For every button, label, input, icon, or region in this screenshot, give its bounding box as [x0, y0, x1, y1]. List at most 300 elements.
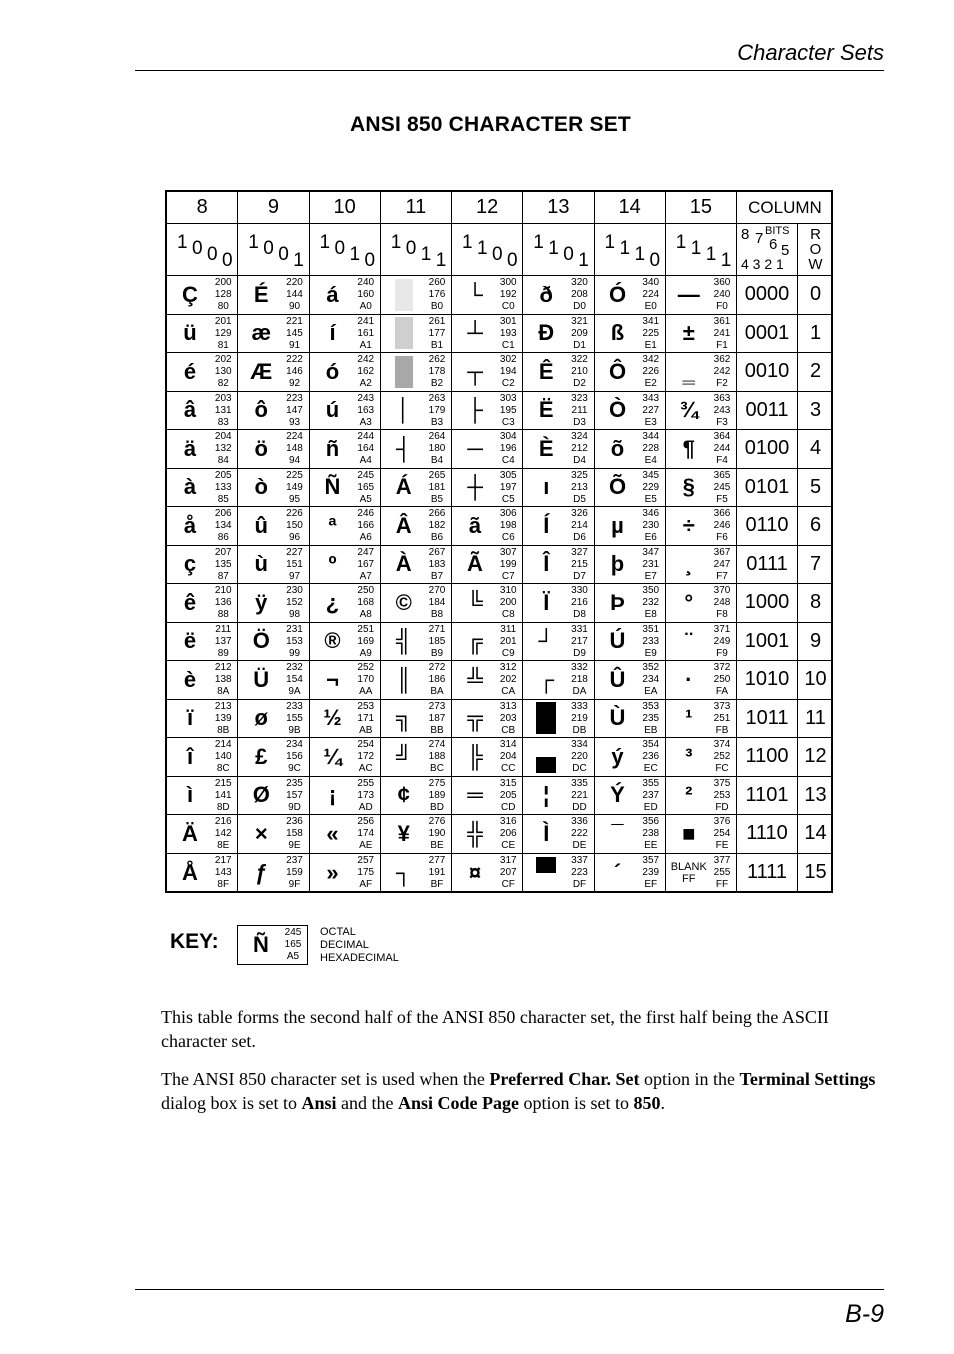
char-glyph: á	[326, 281, 339, 307]
char-codes	[425, 547, 449, 583]
char-codes	[639, 431, 663, 467]
char-cell	[452, 507, 523, 546]
decimal-code: 252	[713, 751, 731, 762]
p2-terminal-settings: Terminal Settings	[739, 1069, 876, 1089]
decimal-code: 221	[571, 789, 588, 801]
decimal-code: 156	[286, 751, 303, 762]
char-codes	[496, 778, 520, 814]
char-glyph	[381, 276, 427, 314]
char-glyph: ï	[186, 705, 194, 731]
char-codes	[568, 739, 592, 775]
char-glyph: Ä	[182, 820, 198, 846]
bit-digit: 0	[507, 250, 518, 271]
character-set-table	[165, 190, 833, 893]
char-codes	[639, 316, 663, 352]
decimal-code: 146	[286, 366, 303, 377]
row-number: 5	[798, 469, 833, 508]
char-glyph: ¿	[325, 589, 340, 615]
decimal-code: 207	[499, 866, 517, 878]
hex-code: BE	[430, 840, 444, 851]
char-glyph: ´	[613, 859, 622, 885]
bit-digit: 0	[405, 238, 417, 259]
row-number: 4	[798, 430, 833, 469]
hex-code: 9F	[288, 878, 301, 890]
decimal-code: 226	[642, 366, 660, 377]
char-cell	[167, 276, 238, 315]
octal-code: 250	[357, 585, 375, 596]
hex-code: FC	[715, 763, 729, 774]
octal-code: 321	[571, 315, 588, 327]
char-codes	[496, 393, 520, 429]
char-glyph: º	[328, 551, 337, 577]
char-glyph: î	[186, 743, 194, 769]
decimal-code: 198	[499, 520, 517, 531]
char-cell	[167, 854, 238, 893]
char-glyph: Â	[395, 512, 412, 538]
decimal-code: 195	[499, 404, 517, 416]
octal-code: 222	[286, 354, 303, 365]
octal-code: 375	[713, 777, 731, 789]
octal-code: 360	[713, 277, 731, 288]
char-glyph: ©	[395, 589, 412, 615]
section-title: Character Sets	[737, 40, 884, 65]
decimal-code: 197	[499, 481, 517, 493]
decimal-code: 205	[499, 789, 517, 801]
char-cell	[167, 815, 238, 854]
char-cell	[238, 700, 309, 739]
hex-code: C6	[501, 532, 515, 543]
char-codes	[568, 316, 592, 352]
decimal-code: 254	[713, 828, 731, 839]
hex-code: E3	[644, 416, 657, 428]
p2-text: dialog box is set to	[161, 1093, 302, 1113]
hex-code: CA	[501, 686, 516, 697]
char-glyph: ÷	[682, 512, 695, 538]
hex-code: CF	[501, 878, 515, 890]
char-cell	[167, 430, 238, 469]
decimal-code: 179	[428, 404, 446, 416]
column-bits	[238, 224, 309, 276]
octal-code: 267	[428, 546, 446, 558]
char-glyph: ì	[186, 782, 194, 808]
char-glyph: ¤	[468, 859, 482, 885]
decimal-code: 188	[428, 751, 446, 762]
decimal-code: 196	[499, 443, 517, 454]
char-cell	[167, 315, 238, 354]
octal-code: 264	[428, 431, 446, 442]
char-cell	[523, 546, 594, 585]
octal-code: 262	[428, 354, 446, 365]
bit-position: 5	[781, 242, 790, 259]
row-bits: 0000	[737, 276, 798, 315]
octal-code: 234	[286, 739, 303, 750]
shade-block	[395, 279, 413, 311]
char-codes	[568, 508, 592, 544]
column-number: 13	[523, 192, 594, 224]
hex-code: C8	[501, 609, 515, 620]
hex-code: BF	[430, 878, 444, 890]
decimal-code: 208	[571, 289, 588, 300]
char-glyph: ¹	[685, 705, 693, 731]
key-label: KEY:	[170, 930, 219, 953]
hex-code: 83	[217, 416, 229, 428]
char-cell	[310, 777, 381, 816]
char-glyph: ¬	[326, 666, 339, 692]
decimal-code: 149	[286, 481, 303, 493]
octal-code: 371	[713, 623, 731, 635]
char-codes	[354, 470, 378, 506]
octal-code: 354	[642, 739, 660, 750]
row-number: 11	[798, 700, 833, 739]
hex-code: C4	[501, 455, 515, 466]
char-cell	[595, 777, 666, 816]
char-codes	[354, 316, 378, 352]
char-codes	[283, 585, 307, 621]
octal-code: 201	[214, 315, 232, 327]
decimal-code: 214	[571, 520, 588, 531]
decimal-code: 131	[214, 404, 232, 416]
char-codes	[496, 739, 520, 775]
decimal-code: 164	[357, 443, 375, 454]
decimal-code: 180	[428, 443, 446, 454]
char-cell	[452, 469, 523, 508]
hex-code: D4	[573, 455, 586, 466]
decimal-code: 251	[713, 712, 731, 724]
hex-code: DD	[572, 801, 587, 813]
char-codes	[425, 855, 449, 891]
char-codes	[211, 431, 235, 467]
char-glyph: ║	[395, 666, 412, 692]
char-cell	[595, 661, 666, 700]
solid-block	[536, 757, 556, 773]
decimal-code: 154	[286, 674, 303, 685]
octal-code: 302	[499, 354, 517, 365]
char-cell	[238, 430, 309, 469]
decimal-code: 140	[214, 751, 232, 762]
char-cell	[238, 777, 309, 816]
hex-code: A0	[359, 301, 372, 312]
char-cell	[238, 815, 309, 854]
char-cell	[595, 815, 666, 854]
row-number: 3	[798, 392, 833, 431]
shade-block	[395, 317, 413, 349]
char-glyph: ¡	[328, 782, 337, 808]
char-cell	[452, 738, 523, 777]
bit-digit: 1	[420, 244, 432, 265]
hex-code: 99	[288, 647, 301, 659]
char-codes	[710, 508, 734, 544]
char-codes	[211, 585, 235, 621]
decimal-code: 184	[428, 597, 446, 608]
char-glyph	[523, 854, 569, 893]
row-bits: 0111	[737, 546, 798, 585]
bit-position: 8	[741, 226, 750, 243]
octal-code: 316	[499, 816, 517, 827]
char-glyph: Ó	[608, 281, 627, 307]
hex-code: EC	[643, 763, 658, 774]
char-cell	[381, 469, 452, 508]
hex-code: F2	[716, 378, 728, 389]
char-codes	[354, 431, 378, 467]
octal-code: 336	[571, 816, 588, 827]
octal-code: 235	[286, 777, 303, 789]
column-bits	[310, 224, 381, 276]
decimal-code: 139	[214, 712, 232, 724]
bit-digit: 1	[390, 232, 402, 253]
octal-code: 365	[713, 469, 731, 481]
hex-code: A3	[359, 416, 372, 428]
p2-preferred-char-set: Preferred Char. Set	[489, 1069, 640, 1089]
hex-code: 86	[217, 532, 229, 543]
char-glyph: │	[396, 397, 411, 423]
char-codes	[496, 277, 520, 313]
char-cell	[381, 546, 452, 585]
octal-code: 216	[214, 816, 232, 827]
char-cell	[452, 623, 523, 662]
decimal-code: 222	[571, 828, 588, 839]
decimal-code: 203	[499, 712, 517, 724]
char-codes	[568, 816, 592, 852]
char-cell	[595, 276, 666, 315]
hex-code: 8D	[216, 801, 230, 813]
char-cell	[167, 469, 238, 508]
octal-code: 341	[642, 315, 660, 327]
decimal-code: 216	[571, 597, 588, 608]
octal-code: 227	[286, 546, 303, 558]
char-glyph: ë	[183, 628, 197, 654]
hex-code: F5	[716, 493, 728, 505]
char-codes	[710, 585, 734, 621]
octal-code: 346	[642, 508, 660, 519]
char-codes	[639, 624, 663, 660]
char-codes	[496, 431, 520, 467]
octal-code: 367	[713, 546, 731, 558]
char-codes	[710, 701, 734, 737]
bit-digit: 0	[222, 250, 233, 271]
octal-code: 352	[642, 662, 660, 673]
char-glyph	[381, 353, 427, 391]
hex-code: 93	[288, 416, 301, 428]
char-glyph: Ï	[543, 589, 550, 615]
char-cell	[452, 700, 523, 739]
decimal-code: 153	[286, 635, 303, 647]
char-codes	[211, 393, 235, 429]
char-codes	[496, 701, 520, 737]
char-cell	[381, 700, 452, 739]
char-cell	[238, 623, 309, 662]
char-glyph: ¥	[397, 820, 410, 846]
char-cell	[310, 507, 381, 546]
octal-code: 301	[499, 315, 517, 327]
octal-code: 204	[214, 431, 232, 442]
octal-code: 313	[499, 700, 517, 712]
hex-code: FB	[715, 724, 729, 736]
char-glyph: Ê	[538, 358, 554, 384]
row-label-letter: O	[809, 241, 822, 258]
row-number: 10	[798, 661, 833, 700]
char-glyph: ê	[183, 589, 197, 615]
char-glyph: ¯	[611, 820, 624, 846]
char-cell	[595, 507, 666, 546]
octal-code: 272	[428, 662, 446, 673]
p2-text: and the	[336, 1093, 398, 1113]
octal-code: 333	[571, 700, 588, 712]
hex-code: 81	[217, 339, 229, 351]
bit-digit: 1	[477, 238, 488, 259]
char-cell	[666, 469, 737, 508]
char-codes	[211, 739, 235, 775]
char-cell	[310, 430, 381, 469]
hex-code: D3	[573, 416, 586, 428]
char-glyph: ¶	[682, 435, 695, 461]
char-cell	[666, 661, 737, 700]
octal-code: 332	[571, 662, 588, 673]
decimal-code: 169	[357, 635, 375, 647]
char-glyph: Á	[395, 474, 412, 500]
octal-code: 372	[713, 662, 731, 673]
row-bits: 0011	[737, 392, 798, 431]
decimal-code: 160	[357, 289, 375, 300]
char-glyph: ç	[183, 551, 197, 577]
page-number: B-9	[845, 1300, 884, 1328]
p2-text: .	[660, 1093, 666, 1113]
bit-position: 6	[769, 236, 778, 253]
hex-code: E6	[644, 532, 657, 543]
char-glyph: ã	[468, 512, 482, 538]
decimal-code: 167	[357, 558, 375, 570]
char-codes	[639, 354, 663, 390]
decimal-code: 183	[428, 558, 446, 570]
hex-code: 80	[217, 301, 229, 312]
hex-code: 8A	[217, 686, 230, 697]
octal-code: 322	[571, 354, 588, 365]
octal-code: 206	[214, 508, 232, 519]
octal-code: 376	[713, 816, 731, 827]
column-bits	[452, 224, 523, 276]
char-glyph: Ô	[608, 358, 627, 384]
char-glyph: ═	[467, 782, 483, 808]
octal-code: 242	[357, 354, 375, 365]
hex-code: B5	[430, 493, 444, 505]
char-codes	[639, 816, 663, 852]
hex-code: 8C	[216, 763, 230, 774]
char-codes	[211, 277, 235, 313]
hex-code: AA	[359, 686, 373, 697]
octal-code: 315	[499, 777, 517, 789]
char-codes	[710, 624, 734, 660]
char-codes	[283, 778, 307, 814]
row-number: 7	[798, 546, 833, 585]
char-cell	[523, 854, 594, 893]
char-codes	[283, 431, 307, 467]
hex-code: CE	[501, 840, 516, 851]
char-cell	[310, 815, 381, 854]
octal-code: 345	[642, 469, 660, 481]
hex-code: EE	[644, 840, 658, 851]
decimal-code: 193	[499, 327, 517, 339]
char-codes	[354, 739, 378, 775]
decimal-code: 190	[428, 828, 446, 839]
char-codes	[568, 470, 592, 506]
key-octal: 245	[284, 927, 302, 938]
hex-code: B0	[430, 301, 444, 312]
decimal-code: 219	[571, 712, 588, 724]
decimal-code: 225	[642, 327, 660, 339]
char-cell	[167, 353, 238, 392]
char-codes	[425, 431, 449, 467]
octal-code: 377	[713, 854, 731, 866]
bit-digit: 0	[649, 250, 661, 271]
octal-code: 207	[214, 546, 232, 558]
bit-digit: 1	[533, 232, 544, 253]
decimal-code: 175	[357, 866, 375, 878]
octal-code: 223	[286, 392, 303, 404]
octal-code: 274	[428, 739, 446, 750]
bit-digit: 0	[278, 244, 289, 265]
char-codes	[568, 585, 592, 621]
octal-code: 303	[499, 392, 517, 404]
hex-code: DB	[572, 724, 587, 736]
char-codes	[211, 547, 235, 583]
char-glyph: å	[183, 512, 197, 538]
octal-code: 373	[713, 700, 731, 712]
char-glyph: ù	[254, 551, 268, 577]
char-glyph: ü	[183, 320, 197, 346]
char-glyph: ╔	[467, 628, 483, 654]
decimal-code: 242	[713, 366, 731, 377]
octal-code: 255	[357, 777, 375, 789]
char-codes	[710, 547, 734, 583]
char-cell	[167, 623, 238, 662]
octal-code: 325	[571, 469, 588, 481]
hex-code: 9D	[288, 801, 301, 813]
decimal-code: 229	[642, 481, 660, 493]
octal-code: 273	[428, 700, 446, 712]
char-codes	[710, 470, 734, 506]
char-codes	[354, 354, 378, 390]
char-cell	[595, 584, 666, 623]
char-codes	[211, 624, 235, 660]
bit-digit: 0	[263, 238, 274, 259]
p2-text: The ANSI 850 character set is used when the	[161, 1069, 490, 1089]
decimal-code: 132	[214, 443, 232, 454]
decimal-code: 199	[499, 558, 517, 570]
bit-digit: 1	[548, 238, 559, 259]
octal-code: 205	[214, 469, 232, 481]
char-cell	[666, 777, 737, 816]
char-cell	[595, 353, 666, 392]
char-codes	[425, 470, 449, 506]
char-glyph: Ø	[252, 782, 270, 808]
char-codes	[283, 816, 307, 852]
octal-code: 215	[214, 777, 232, 789]
column-number: 8	[167, 192, 238, 224]
char-cell	[381, 854, 452, 893]
char-glyph: Û	[609, 666, 626, 692]
bit-digit: 1	[720, 250, 732, 271]
decimal-code: 209	[571, 327, 588, 339]
char-codes	[425, 816, 449, 852]
char-cell	[452, 815, 523, 854]
row-number: 0	[798, 276, 833, 315]
bit-digit: 1	[634, 244, 646, 265]
hex-code: BC	[430, 763, 444, 774]
char-codes	[354, 855, 378, 891]
octal-code: 343	[642, 392, 660, 404]
row-bits: 0010	[737, 353, 798, 392]
decimal-code: 138	[214, 674, 232, 685]
decimal-code: 165	[357, 481, 375, 493]
